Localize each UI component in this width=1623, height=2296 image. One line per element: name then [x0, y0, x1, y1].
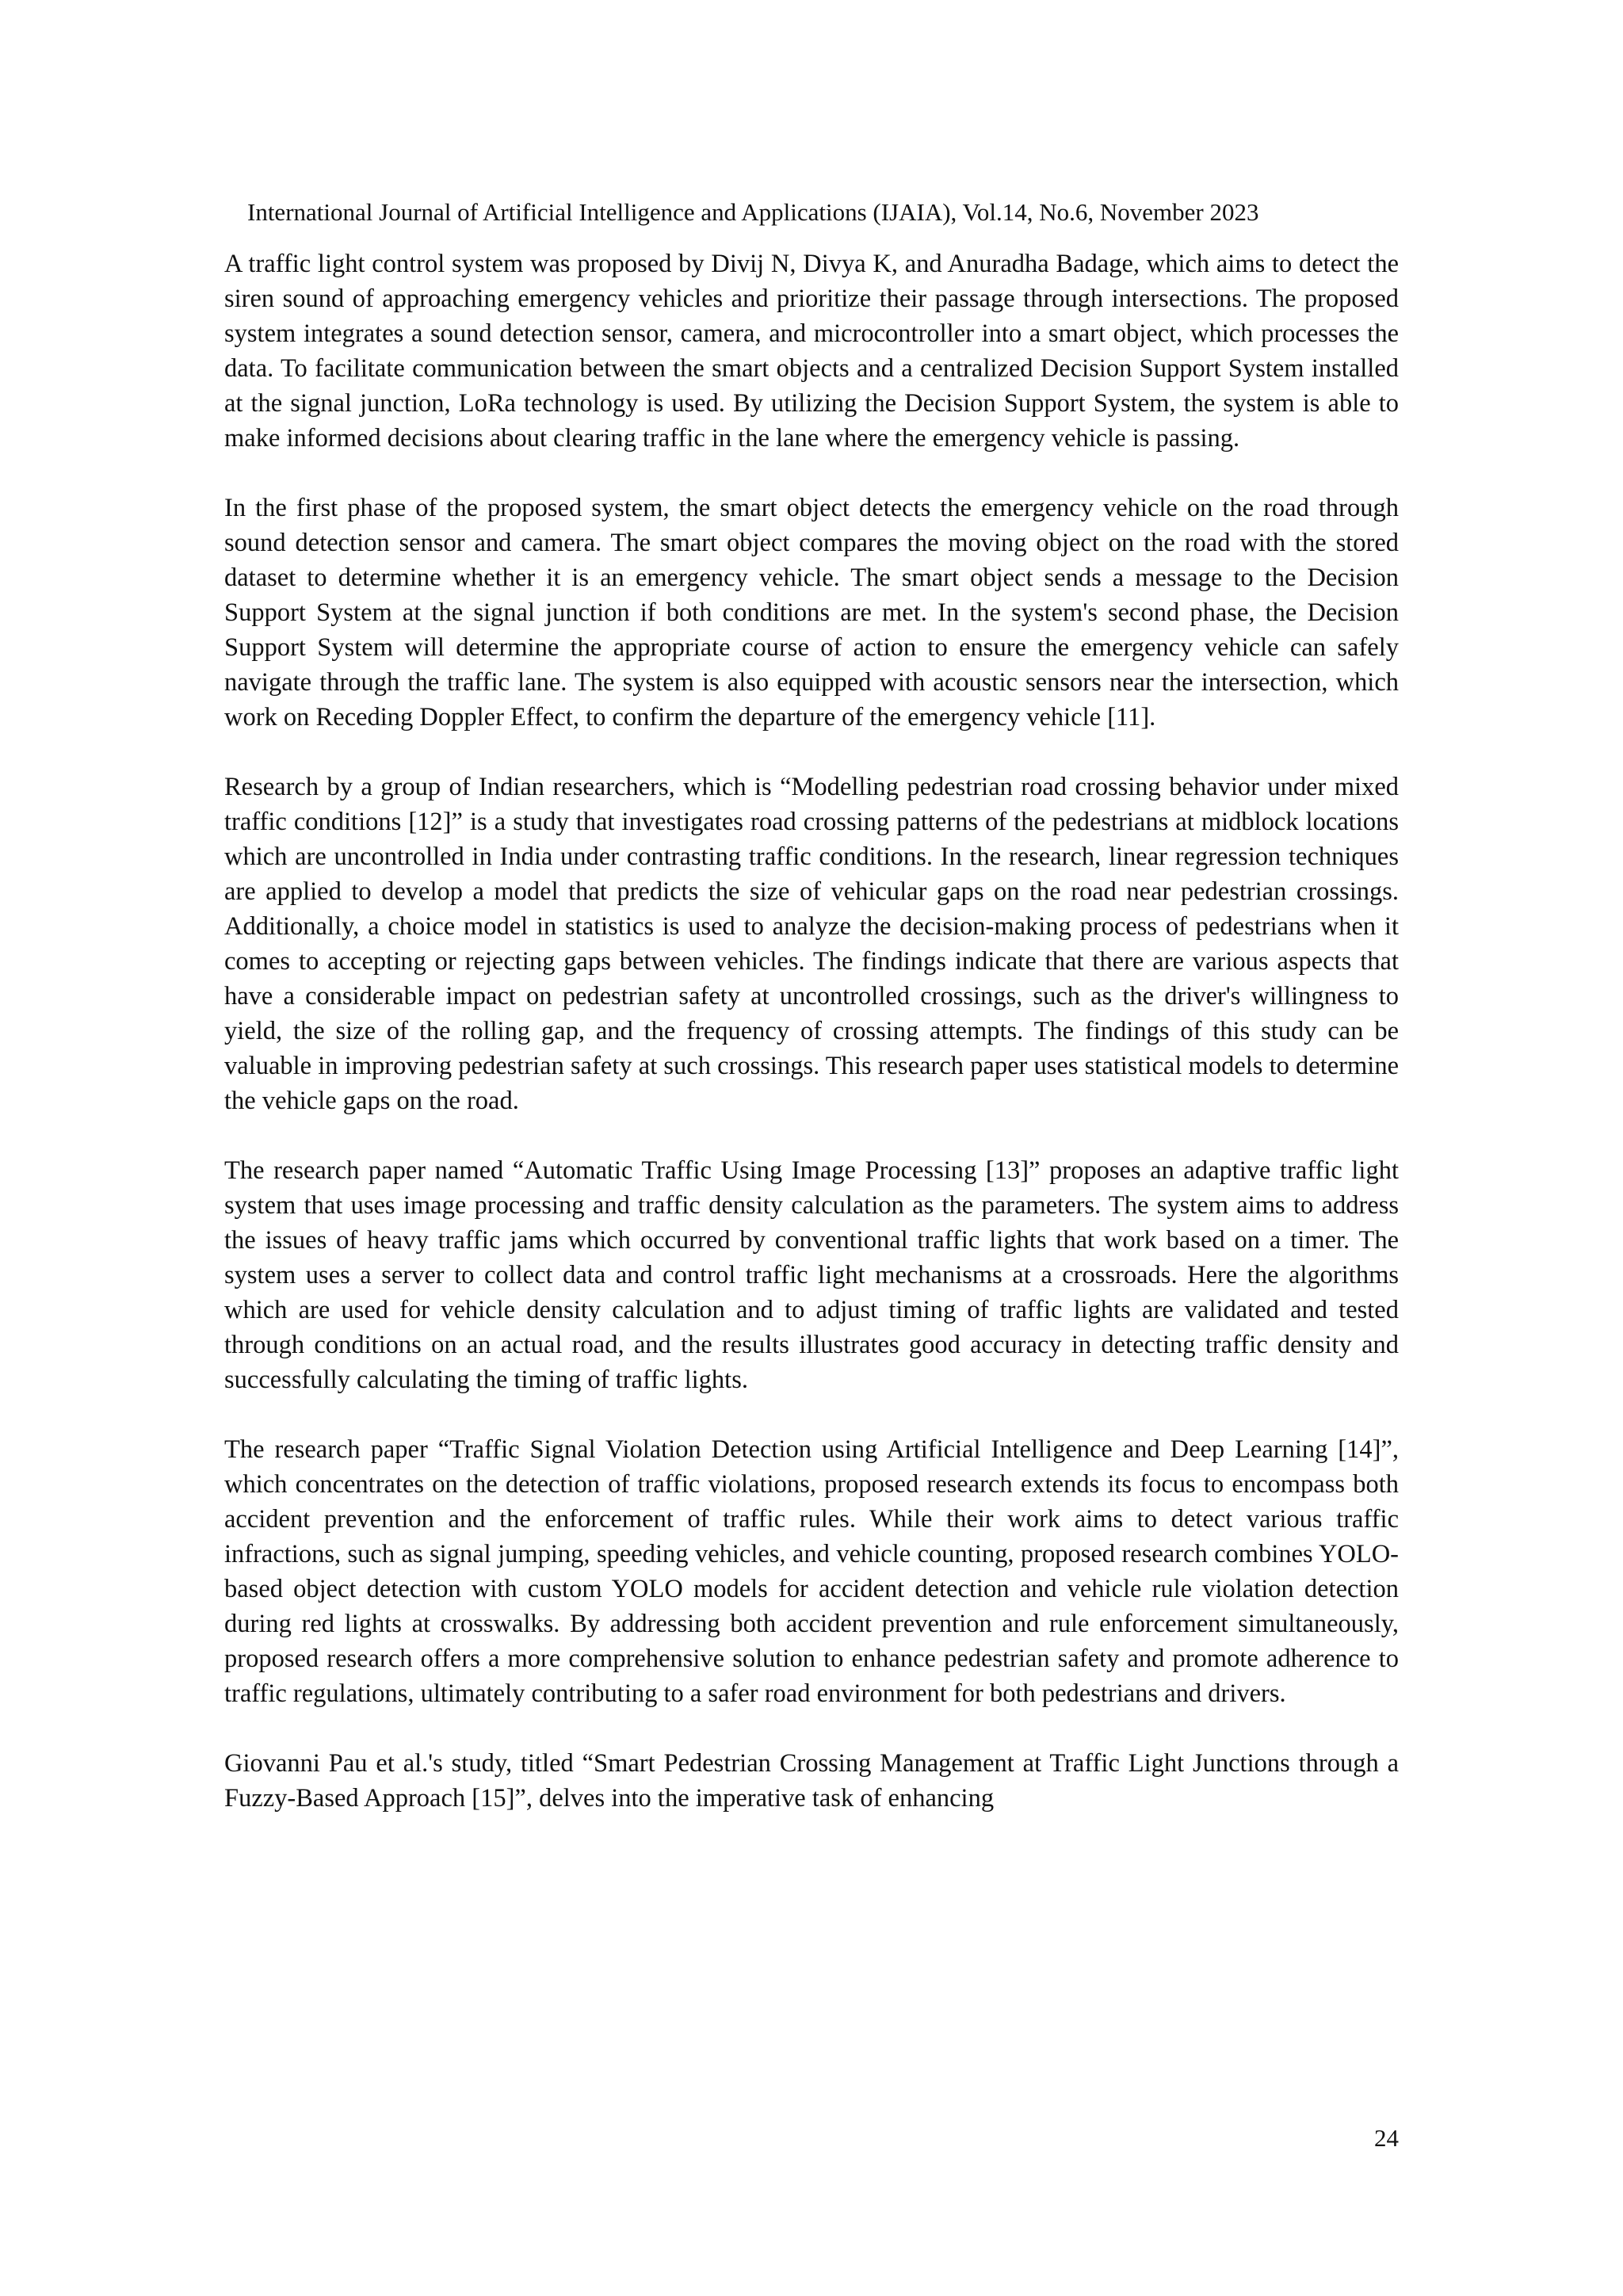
body-text: [224, 246, 1399, 1851]
running-header: International Journal of Artificial Intelligence and Applications (IJAIA), Vol.14, No.6, November 2023: [247, 198, 1259, 226]
paragraph-fuzzy-approach: Giovanni Pau et al.'s study, titled “Smart Pedestrian Crossing Management at Traffic Light Junctions through a Fuzzy-Based Approach [15]”, delves into the imperative task of enhancing: [224, 1749, 1399, 1813]
paragraph-automatic-traffic: The research paper named “Automatic Traffic Using Image Processing [13]” proposes an adaptive traffic light system that uses image processing and traffic density calculation as the parameters. The system aims to address the issues of heavy traffic jams which occurred by conventional traffic lights that work based on a timer. The system uses a server to collect data and control traffic light mechanisms at a crossroads. Here the algorithms which are used for vehicle density calculation and to adjust timing of traffic lights are validated and tested through conditions on an actual road, and the results illustrates good accuracy in detecting traffic density and successfully calculating the timing of traffic lights.: [224, 1156, 1399, 1394]
page-number: 24: [1374, 2124, 1399, 2152]
paragraph-smart-object-phases: In the first phase of the proposed system, the smart object detects the emergency vehicle on the road through sound detection sensor and camera. The smart object compares the moving object on the road with the stored dataset to determine whether it is an emergency vehicle. The smart object sends a message to the Decision Support System at the signal junction if both conditions are met. In the system's second phase, the Decision Support System will determine the appropriate course of action to ensure the emergency vehicle can safely navigate through the traffic lane. The system is also equipped with acoustic sensors near the intersection, which work on Receding Doppler Effect, to confirm the departure of the emergency vehicle [11].: [224, 494, 1399, 732]
paragraph-pedestrian-crossing-model: Research by a group of Indian researchers, which is “Modelling pedestrian road crossing behavior under mixed traffic conditions [12]” is a study that investigates road crossing patterns of the pedestrians at midblock locations which are uncontrolled in India under contrasting traffic conditions. In the research, linear regression techniques are applied to develop a model that predicts the size of vehicular gaps on the road near pedestrian crossings. Additionally, a choice model in statistics is used to analyze the decision-making process of pedestrians when it comes to accepting or rejecting gaps between vehicles. The findings indicate that there are various aspects that have a considerable impact on pedestrian safety at uncontrolled crossings, such as the driver's willingness to yield, the size of the rolling gap, and the frequency of crossing attempts. The findings of this study can be valuable in improving pedestrian safety at such crossings. This research paper uses statistical models to determine the vehicle gaps on the road.: [224, 773, 1399, 1115]
paragraph-traffic-light-control: A traffic light control system was proposed by Divij N, Divya K, and Anuradha Badage, which aims to detect the siren sound of approaching emergency vehicles and prioritize their passage through intersections. The proposed system integrates a sound detection sensor, camera, and microcontroller into a smart object, which processes the data. To facilitate communication between the smart objects and a centralized Decision Support System installed at the signal junction, LoRa technology is used. By utilizing the Decision Support System, the system is able to make informed decisions about clearing traffic in the lane where the emergency vehicle is passing.: [224, 250, 1399, 453]
paragraph-signal-violation-detection: The research paper “Traffic Signal Violation Detection using Artificial Intelligence and Deep Learning [14]”, which concentrates on the detection of traffic violations, proposed research extends its focus to encompass both accident prevention and the enforcement of traffic rules. While their work aims to detect various traffic infractions, such as signal jumping, speeding vehicles, and vehicle counting, proposed research combines YOLO-based object detection with custom YOLO models for accident detection and vehicle rule violation detection during red lights at crosswalks. By addressing both accident prevention and rule enforcement simultaneously, proposed research offers a more comprehensive solution to enhance pedestrian safety and promote adherence to traffic regulations, ultimately contributing to a safer road environment for both pedestrians and drivers.: [224, 1435, 1399, 1708]
